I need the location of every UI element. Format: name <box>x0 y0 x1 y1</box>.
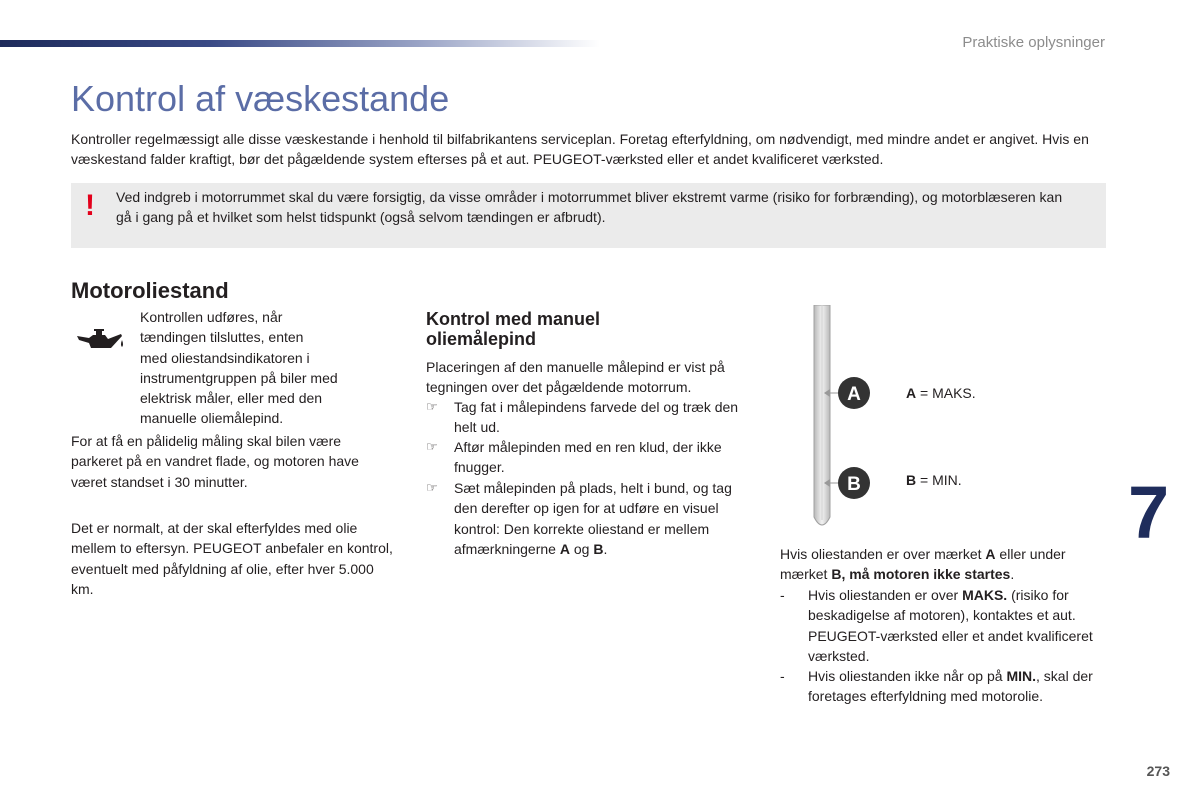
dipstick-heading: Kontrol med manuel oliemålepind <box>426 309 601 349</box>
pointer-icon: ☞ <box>426 480 438 495</box>
warning-icon: ! <box>85 189 95 222</box>
levels-warning-text: Hvis oliestanden er over mærket A eller under mærket B, må motoren ikke startes. <box>780 546 1066 583</box>
warning-box <box>71 183 1106 248</box>
mark-b-badge: B <box>847 474 861 495</box>
section-title: Praktiske oplysninger <box>962 34 1105 51</box>
intro-paragraph: Kontroller regelmæssigt alle disse væskestande i henhold til bilfabrikantens serviceplan. Foretag efterfyldning, om nødvendigt, med mindre andet er angivet. Hvis en væskestand falder kraftigt, bør det pågældende system efterses på et aut. PEUGEOT-værksted eller et andet kvalificeret værksted. <box>71 131 1089 167</box>
motoroil-topup-text: Det er normalt, at der skal efterfyldes med olie mellem to eftersyn. PEUGEOT anbefaler en kontrol, eventuelt med påfyldning af olie, efter hver 5.000 km. <box>71 520 393 597</box>
dipstick-step-3: ☞ Sæt målepinden på plads, helt i bund, og tag den derefter op igen for at udføre en visuel kontrol: Den korrekte oliestand er mellem afmærkningerne A og B. <box>426 480 732 557</box>
dipstick-intro: Placeringen af den manuelle målepind er vist på tegningen over det pågældende motorrum. <box>426 359 725 396</box>
mark-a-caption: A = MAKS. <box>906 385 976 401</box>
page-title: Kontrol af væskestande <box>71 78 450 119</box>
levels-item-min: - Hvis oliestanden ikke når op på MIN., skal der foretages efterfyldning med motorolie. <box>780 668 1093 705</box>
oil-can-icon <box>75 326 125 354</box>
motoroil-indicator-text: Kontrollen udføres, når tændingen tilsluttes, enten med oliestandsindikatoren i instrumentgruppen på biler med elektrisk måler, eller med den manuelle oliemålepind. <box>140 309 338 427</box>
dipstick-illustration <box>800 305 1000 535</box>
dipstick-step-1: ☞ Tag fat i målepindens farvede del og træk den helt ud. <box>426 399 739 436</box>
dipstick-step-2: ☞ Aftør målepinden med en ren klud, der ikke fnugger. <box>426 439 722 476</box>
mark-a-badge: A <box>847 384 861 405</box>
mark-b-caption: B = MIN. <box>906 472 962 488</box>
warning-text: Ved indgreb i motorrummet skal du være forsigtig, da visse områder i motorrummet bliver ekstremt varme (risiko for forbrænding), og motorblæseren kan gå i gang på et hvilket som helst tidspunkt (også selvom tændingen er afbrudt). <box>116 189 1063 225</box>
page-number: 273 <box>1146 763 1170 779</box>
motoroil-heading: Motoroliestand <box>71 278 229 303</box>
chapter-number: 7 <box>1128 471 1170 554</box>
header-color-bar <box>0 40 600 47</box>
pointer-icon: ☞ <box>426 439 438 454</box>
levels-item-max: - Hvis oliestanden er over MAKS. (risiko for beskadigelse af motoren), kontaktes et aut. PEUGEOT-værksted eller et andet kvalificeret værksted. <box>780 587 1093 664</box>
motoroil-parking-text: For at få en pålidelig måling skal bilen være parkeret på en vandret flade, og motoren have været standset i 30 minutter. <box>71 433 359 490</box>
pointer-icon: ☞ <box>426 399 438 414</box>
